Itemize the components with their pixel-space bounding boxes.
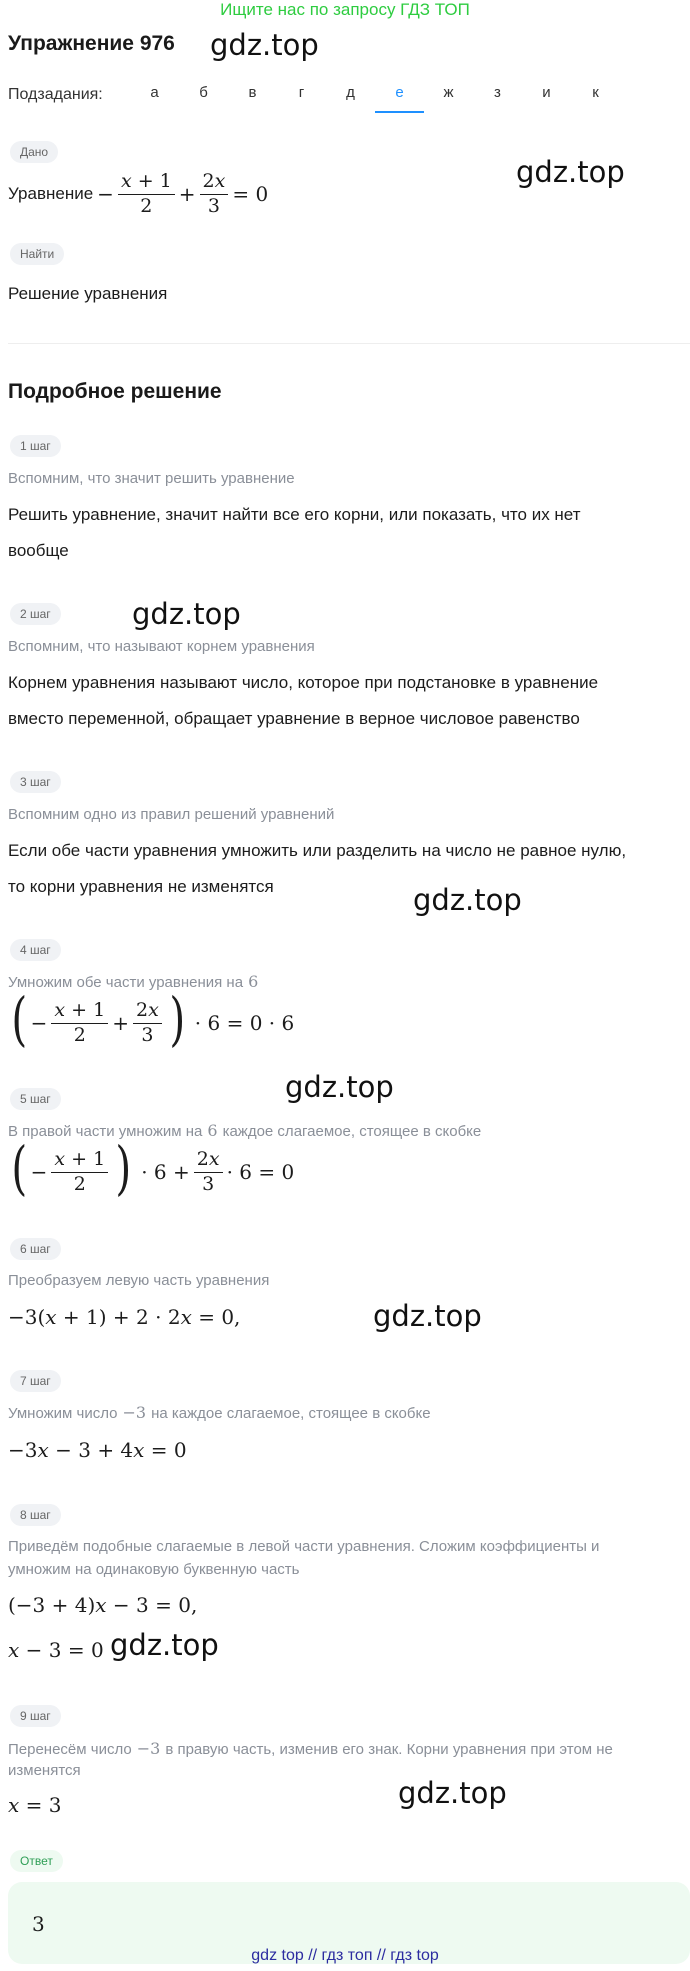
step-formula: x = 3 <box>8 1793 62 1817</box>
subtasks-label: Подзадания: <box>8 86 103 103</box>
step-text: Решить уравнение, значит найти все его корни, или показать, что их нет <box>8 505 581 524</box>
step-chip: 6 шаг <box>10 1238 61 1260</box>
divider <box>8 343 690 344</box>
step-hint-number: 6 <box>248 972 259 991</box>
subtask-tab[interactable]: г <box>298 84 305 101</box>
watermark: gdz.top <box>132 597 241 631</box>
step-hint: Приведём подобные слагаемые в левой части уравнения. Сложим коэффициенты и <box>8 1538 600 1555</box>
step-chip: 4 шаг <box>10 939 61 961</box>
subtasks-tabs <box>130 78 620 113</box>
subtask-tab[interactable]: а <box>150 84 159 101</box>
find-chip: Найти <box>10 243 64 265</box>
find-text: Решение уравнения <box>8 284 168 303</box>
step-text: то корни уравнения не изменятся <box>8 877 274 896</box>
watermark: gdz.top <box>285 1070 394 1104</box>
solution-title: Подробное решение <box>8 380 222 403</box>
step-hint: Вспомним, что значит решить уравнение <box>8 470 295 487</box>
given-formula: − $\frac{x + 1}{2}$ + $\frac{2x}{3}$ = 0 <box>97 170 269 217</box>
step-formula: −3( x + 1) + 2 · 2 x = 0, <box>8 1305 241 1329</box>
step-hint: Преобразуем левую часть уравнения <box>8 1272 270 1289</box>
step-hint-line <box>8 1739 613 1758</box>
subtask-tab[interactable]: ж <box>443 84 454 101</box>
watermark: gdz.top <box>398 1776 507 1810</box>
step-formula: ( − $\frac{x + 1}{2}$ ) · 6 + $\frac{2x}{3}$ · 6 = 0 <box>11 1134 295 1202</box>
watermark: gdz.top <box>373 1299 482 1333</box>
subtask-tab[interactable]: в <box>248 84 257 101</box>
subtask-tab[interactable]: к <box>592 84 599 101</box>
watermark: gdz.top <box>210 28 319 62</box>
search-banner: Ищите нас по запросу ГДЗ ТОП <box>220 0 470 19</box>
step-hint: В правой части умножим на <box>8 1123 203 1140</box>
answer-chip: Ответ <box>10 1850 63 1872</box>
given-chip: Дано <box>10 141 58 163</box>
given-equation <box>8 172 268 217</box>
step-text: Если обе части уравнения умножить или разделить на число не равное нулю, <box>8 841 627 860</box>
step-formula: x − 3 = 0 <box>8 1638 104 1662</box>
footer-links[interactable]: gdz top // гдз топ // гдз top <box>251 1947 439 1964</box>
step-hint: Умножим число <box>8 1405 118 1422</box>
watermark: gdz.top <box>516 155 625 189</box>
step-chip: 7 шаг <box>10 1370 61 1392</box>
step-hint: Вспомним, что называют корнем уравнения <box>8 638 315 655</box>
step-hint: умножим на одинаковую буквенную часть <box>8 1561 300 1578</box>
step-formula: (−3 + 4) x − 3 = 0, <box>8 1593 198 1617</box>
step-formula: −3 x − 3 + 4 x = 0 <box>8 1438 187 1462</box>
step-hint-line <box>8 1403 431 1422</box>
subtask-tab[interactable]: д <box>346 84 355 101</box>
step-formula: ( − $\frac{x + 1}{2}$ + $\frac{2x}{3}$ ) · 6 = 0 · 6 <box>11 985 295 1053</box>
step-chip: 9 шаг <box>10 1705 61 1727</box>
subtask-tab[interactable]: и <box>542 84 551 101</box>
step-text: вместо переменной, обращает уравнение в верное числовое равенство <box>8 709 580 728</box>
subtask-tab[interactable]: б <box>199 84 208 101</box>
step-hint-number: 6 <box>207 1121 218 1140</box>
given-label: Уравнение <box>8 184 94 204</box>
step-chip: 8 шаг <box>10 1504 61 1526</box>
answer-value: 3 <box>32 1912 45 1936</box>
step-hint-tail: каждое слагаемое, стоящее в скобке <box>222 1123 482 1140</box>
step-chip: 3 шаг <box>10 771 61 793</box>
step-chip: 5 шаг <box>10 1088 61 1110</box>
step-hint-number: −3 <box>122 1403 147 1422</box>
step-hint-tail: в правую часть, изменив его знак. Корни уравнения при этом не <box>165 1741 613 1758</box>
step-hint-line <box>8 972 258 991</box>
watermark: gdz.top <box>110 1628 219 1662</box>
step-hint: Умножим обе части уравнения на <box>8 974 244 991</box>
step-hint: Вспомним одно из правил решений уравнений <box>8 806 335 823</box>
step-text: Корнем уравнения называют число, которое при подстановке в уравнение <box>8 673 599 692</box>
page-title: Упражнение 976 <box>8 32 175 55</box>
subtask-tab[interactable]: з <box>494 84 501 101</box>
step-hint-tail: на каждое слагаемое, стоящее в скобке <box>151 1405 431 1422</box>
step-hint-number: −3 <box>136 1739 161 1758</box>
step-hint: Перенесём число <box>8 1741 132 1758</box>
step-hint: изменятся <box>8 1762 81 1779</box>
step-text: вообще <box>8 541 69 560</box>
subtask-tab-active[interactable]: е <box>375 78 424 113</box>
watermark: gdz.top <box>413 883 522 917</box>
step-chip: 2 шаг <box>10 603 61 625</box>
step-hint-line <box>8 1121 481 1140</box>
step-chip: 1 шаг <box>10 435 61 457</box>
